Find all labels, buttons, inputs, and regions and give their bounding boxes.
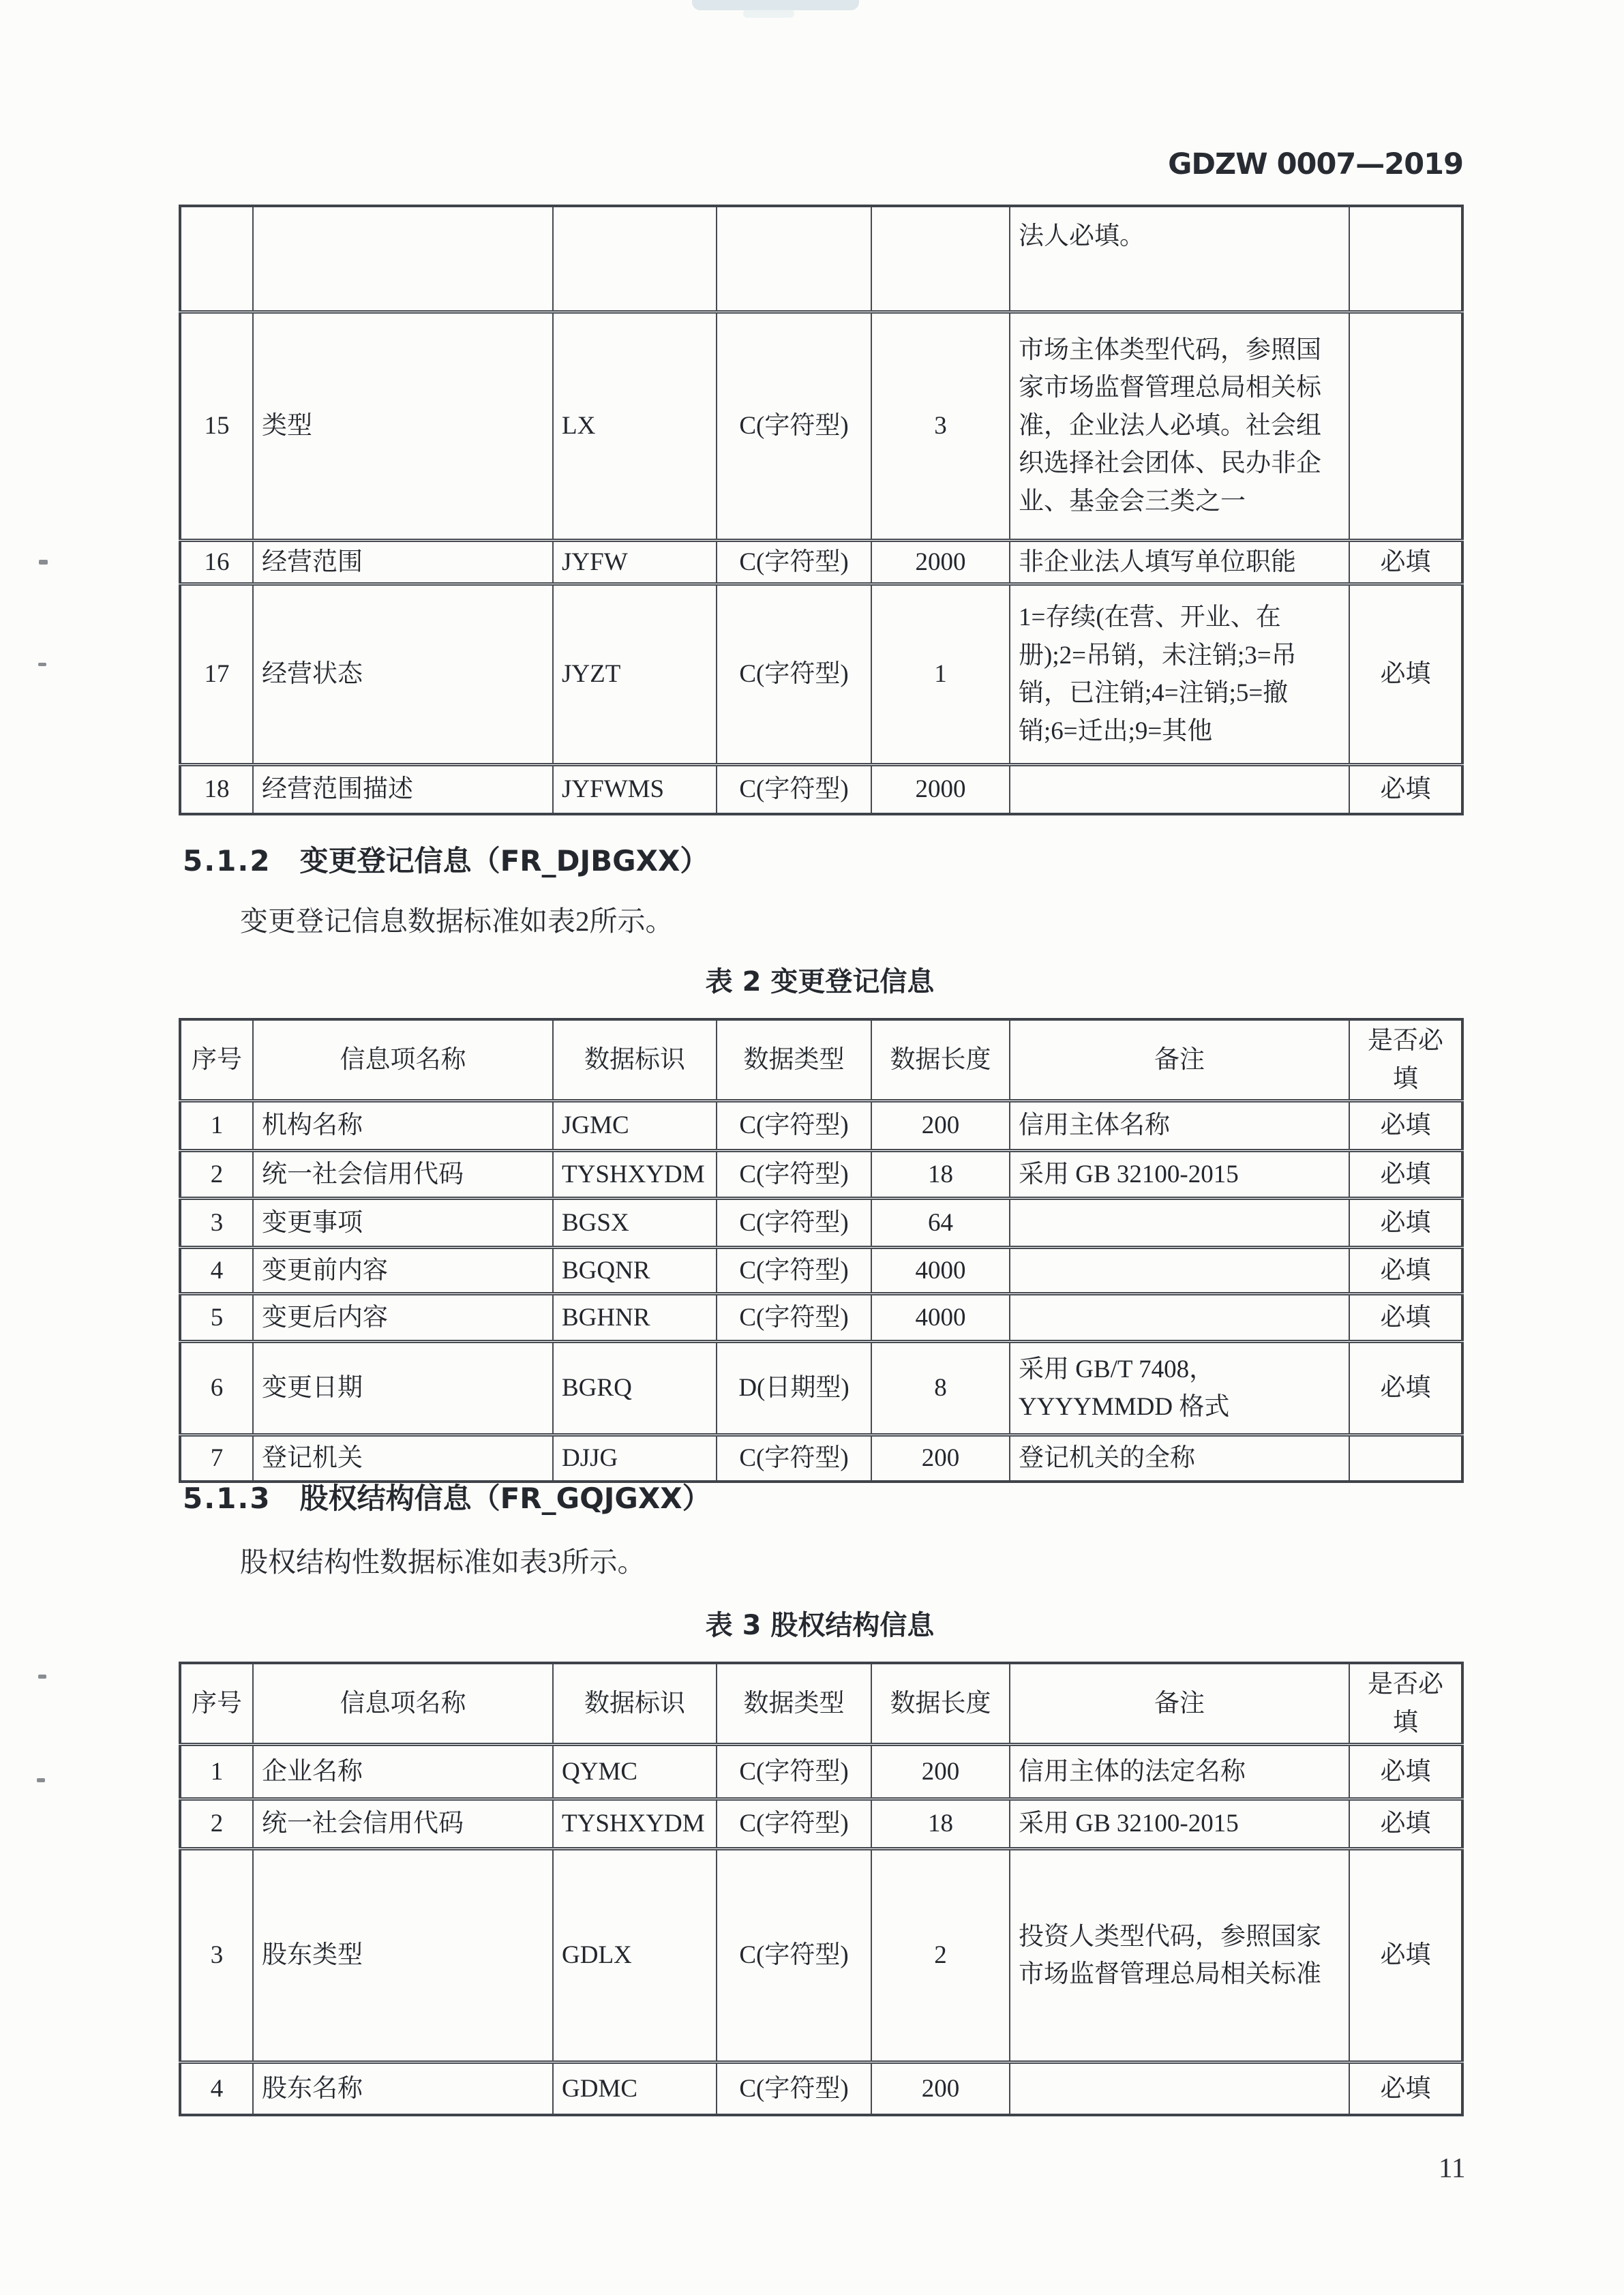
section-heading-5-1-3 — [183, 1476, 711, 1517]
scan-speck — [37, 1778, 45, 1782]
cell-remark: 采用 GB/T 7408，YYYYMMDD 格式 — [1010, 1342, 1349, 1435]
table-row — [180, 584, 1462, 765]
scan-speck — [38, 1675, 46, 1679]
cell-required: 必填 — [1349, 1248, 1462, 1294]
cell-data-id: JGMC — [553, 1101, 717, 1151]
cell-required — [1349, 206, 1462, 312]
cell-data-type: C(字符型) — [717, 1248, 871, 1294]
cell-data-length: 200 — [871, 2062, 1010, 2115]
cell-data-id: LX — [553, 312, 717, 540]
cell-data-length: 4000 — [871, 1294, 1010, 1342]
cell-remark: 采用 GB 32100-2015 — [1010, 1799, 1349, 1849]
header-data-type: 数据类型 — [717, 1663, 871, 1745]
cell-remark: 信用主体名称 — [1010, 1101, 1349, 1151]
table-2-change-registration — [179, 1018, 1464, 1483]
cell-item-name: 股东名称 — [253, 2062, 553, 2115]
cell-data-type: C(字符型) — [717, 1294, 871, 1342]
cell-remark: 投资人类型代码，参照国家市场监督管理总局相关标准 — [1010, 1849, 1349, 2062]
cell-data-type: C(字符型) — [717, 584, 871, 765]
cell-data-id: GDLX — [553, 1849, 717, 2062]
cell-data-length: 18 — [871, 1799, 1010, 1849]
cell-item-name: 变更事项 — [253, 1199, 553, 1248]
cell-seq: 6 — [180, 1342, 253, 1435]
standard-code-header: GDZW 0007—2019 — [1168, 147, 1463, 181]
section-title: 变更登记信息（FR_DJBGXX） — [299, 844, 709, 877]
header-item-name: 信息项名称 — [253, 1663, 553, 1745]
cell-data-type: C(字符型) — [717, 540, 871, 584]
cell-seq: 2 — [180, 1151, 253, 1199]
cell-data-id: BGQNR — [553, 1248, 717, 1294]
cell-data-id: GDMC — [553, 2062, 717, 2115]
cell-item-name: 机构名称 — [253, 1101, 553, 1151]
cell-required — [1349, 1435, 1462, 1482]
cell-data-length: 64 — [871, 1199, 1010, 1248]
cell-item-name: 经营范围 — [253, 540, 553, 584]
cell-data-id: JYZT — [553, 584, 717, 765]
table-row — [180, 540, 1462, 584]
table-row — [180, 2062, 1462, 2115]
header-required: 是否必填 — [1349, 1019, 1462, 1101]
cell-item-name: 变更日期 — [253, 1342, 553, 1435]
cell-remark: 采用 GB 32100-2015 — [1010, 1151, 1349, 1199]
section-heading-5-1-2 — [183, 839, 708, 880]
cell-data-type: C(字符型) — [717, 2062, 871, 2115]
header-data-id: 数据标识 — [553, 1019, 717, 1101]
header-data-id: 数据标识 — [553, 1663, 717, 1745]
header-data-length: 数据长度 — [871, 1019, 1010, 1101]
cell-required: 必填 — [1349, 1151, 1462, 1199]
cell-seq: 4 — [180, 1248, 253, 1294]
cell-data-id: DJJG — [553, 1435, 717, 1482]
cell-required: 必填 — [1349, 1799, 1462, 1849]
cell-seq: 18 — [180, 765, 253, 814]
cell-seq: 15 — [180, 312, 253, 540]
cell-remark: 非企业法人填写单位职能 — [1010, 540, 1349, 584]
page-number: 11 — [1439, 2152, 1466, 2183]
cell-required: 必填 — [1349, 1745, 1462, 1799]
cell-remark: 市场主体类型代码，参照国家市场监督管理总局相关标准，企业法人必填。社会组织选择社会团体、民办非企业、基金会三类之一 — [1010, 312, 1349, 540]
table-row — [180, 1435, 1462, 1482]
cell-seq: 2 — [180, 1799, 253, 1849]
section-number: 5.1.2 — [183, 844, 271, 877]
cell-remark — [1010, 1294, 1349, 1342]
table-row — [180, 1294, 1462, 1342]
table-row — [180, 1799, 1462, 1849]
cell-seq: 4 — [180, 2062, 253, 2115]
header-seq: 序号 — [180, 1019, 253, 1101]
cell-item-name: 经营状态 — [253, 584, 553, 765]
table-row — [180, 312, 1462, 540]
scan-speck — [39, 560, 48, 565]
cell-required — [1349, 312, 1462, 540]
cell-data-id: TYSHXYDM — [553, 1151, 717, 1199]
cell-seq: 1 — [180, 1745, 253, 1799]
header-seq: 序号 — [180, 1663, 253, 1745]
cell-data-id: BGRQ — [553, 1342, 717, 1435]
cell-data-length: 200 — [871, 1745, 1010, 1799]
cell-data-length: 200 — [871, 1101, 1010, 1151]
cell-remark — [1010, 765, 1349, 814]
table-header-row — [180, 1663, 1462, 1745]
table-3-caption: 表 3 股权结构信息 — [705, 1610, 935, 1641]
cell-item-name: 类型 — [253, 312, 553, 540]
cell-required: 必填 — [1349, 1199, 1462, 1248]
table-2-caption: 表 2 变更登记信息 — [705, 966, 935, 997]
cell-item-name: 经营范围描述 — [253, 765, 553, 814]
header-required: 是否必填 — [1349, 1663, 1462, 1745]
header-remark: 备注 — [1010, 1663, 1349, 1745]
cell-data-type: C(字符型) — [717, 312, 871, 540]
cell-data-length: 2000 — [871, 765, 1010, 814]
cell-data-type: C(字符型) — [717, 1849, 871, 2062]
cell-seq: 16 — [180, 540, 253, 584]
cell-data-type: C(字符型) — [717, 1435, 871, 1482]
cell-remark: 登记机关的全称 — [1010, 1435, 1349, 1482]
cell-required: 必填 — [1349, 1342, 1462, 1435]
cell-data-length: 3 — [871, 312, 1010, 540]
cell-item-name: 统一社会信用代码 — [253, 1151, 553, 1199]
cell-item-name: 变更后内容 — [253, 1294, 553, 1342]
table-row — [180, 1151, 1462, 1199]
cell-item-name — [253, 206, 553, 312]
cell-data-type: C(字符型) — [717, 1101, 871, 1151]
cell-data-length: 1 — [871, 584, 1010, 765]
cell-data-length: 2 — [871, 1849, 1010, 2062]
cell-data-length — [871, 206, 1010, 312]
header-item-name: 信息项名称 — [253, 1019, 553, 1101]
cell-remark: 信用主体的法定名称 — [1010, 1745, 1349, 1799]
cell-required: 必填 — [1349, 1849, 1462, 2062]
cell-required: 必填 — [1349, 540, 1462, 584]
cell-required: 必填 — [1349, 584, 1462, 765]
section-intro-paragraph: 股权结构性数据标准如表3所示。 — [240, 1546, 646, 1578]
cell-seq: 7 — [180, 1435, 253, 1482]
cell-data-id: BGHNR — [553, 1294, 717, 1342]
cell-seq — [180, 206, 253, 312]
scan-smudge — [743, 10, 794, 18]
table-row — [180, 1199, 1462, 1248]
scan-smudge — [692, 0, 859, 10]
cell-data-id: JYFWMS — [553, 765, 717, 814]
table-row — [180, 765, 1462, 814]
cell-required: 必填 — [1349, 765, 1462, 814]
cell-data-length: 4000 — [871, 1248, 1010, 1294]
cell-remark — [1010, 2062, 1349, 2115]
header-remark: 备注 — [1010, 1019, 1349, 1101]
cell-required: 必填 — [1349, 1101, 1462, 1151]
cell-seq: 1 — [180, 1101, 253, 1151]
cell-data-type: C(字符型) — [717, 1799, 871, 1849]
cell-item-name: 变更前内容 — [253, 1248, 553, 1294]
cell-data-id — [553, 206, 717, 312]
cell-data-length: 200 — [871, 1435, 1010, 1482]
section-intro-paragraph: 变更登记信息数据标准如表2所示。 — [240, 905, 674, 937]
section-number: 5.1.3 — [183, 1482, 271, 1515]
cell-item-name: 统一社会信用代码 — [253, 1799, 553, 1849]
cell-data-type: C(字符型) — [717, 1745, 871, 1799]
cell-data-type: C(字符型) — [717, 1151, 871, 1199]
table-row — [180, 1849, 1462, 2062]
cell-item-name: 企业名称 — [253, 1745, 553, 1799]
cell-remark — [1010, 1199, 1349, 1248]
cell-item-name: 登记机关 — [253, 1435, 553, 1482]
table-row — [180, 1101, 1462, 1151]
table-row — [180, 1342, 1462, 1435]
cell-data-type — [717, 206, 871, 312]
cell-remark — [1010, 1248, 1349, 1294]
cell-data-type: C(字符型) — [717, 1199, 871, 1248]
cell-seq: 3 — [180, 1849, 253, 2062]
cell-data-length: 2000 — [871, 540, 1010, 584]
cell-remark: 1=存续(在营、开业、在册);2=吊销，未注销;3=吊销，已注销;4=注销;5=撤销;6=迁出;9=其他 — [1010, 584, 1349, 765]
cell-seq: 5 — [180, 1294, 253, 1342]
table-3-equity-structure — [179, 1662, 1464, 2116]
cell-remark: 法人必填。 — [1010, 206, 1349, 312]
cell-data-length: 8 — [871, 1342, 1010, 1435]
cell-data-type: D(日期型) — [717, 1342, 871, 1435]
cell-seq: 3 — [180, 1199, 253, 1248]
cell-data-id: QYMC — [553, 1745, 717, 1799]
scan-speck — [38, 663, 46, 666]
table-row — [180, 1745, 1462, 1799]
table-row — [180, 206, 1462, 312]
table-header-row — [180, 1019, 1462, 1101]
cell-required: 必填 — [1349, 2062, 1462, 2115]
section-title: 股权结构信息（FR_GQJGXX） — [299, 1482, 711, 1515]
cell-data-length: 18 — [871, 1151, 1010, 1199]
header-data-type: 数据类型 — [717, 1019, 871, 1101]
cell-data-id: BGSX — [553, 1199, 717, 1248]
cell-seq: 17 — [180, 584, 253, 765]
cell-item-name: 股东类型 — [253, 1849, 553, 2062]
cell-data-id: JYFW — [553, 540, 717, 584]
cell-data-type: C(字符型) — [717, 765, 871, 814]
table-row — [180, 1248, 1462, 1294]
cell-required: 必填 — [1349, 1294, 1462, 1342]
header-data-length: 数据长度 — [871, 1663, 1010, 1745]
registration-info-table-continued — [179, 205, 1464, 815]
cell-data-id: TYSHXYDM — [553, 1799, 717, 1849]
